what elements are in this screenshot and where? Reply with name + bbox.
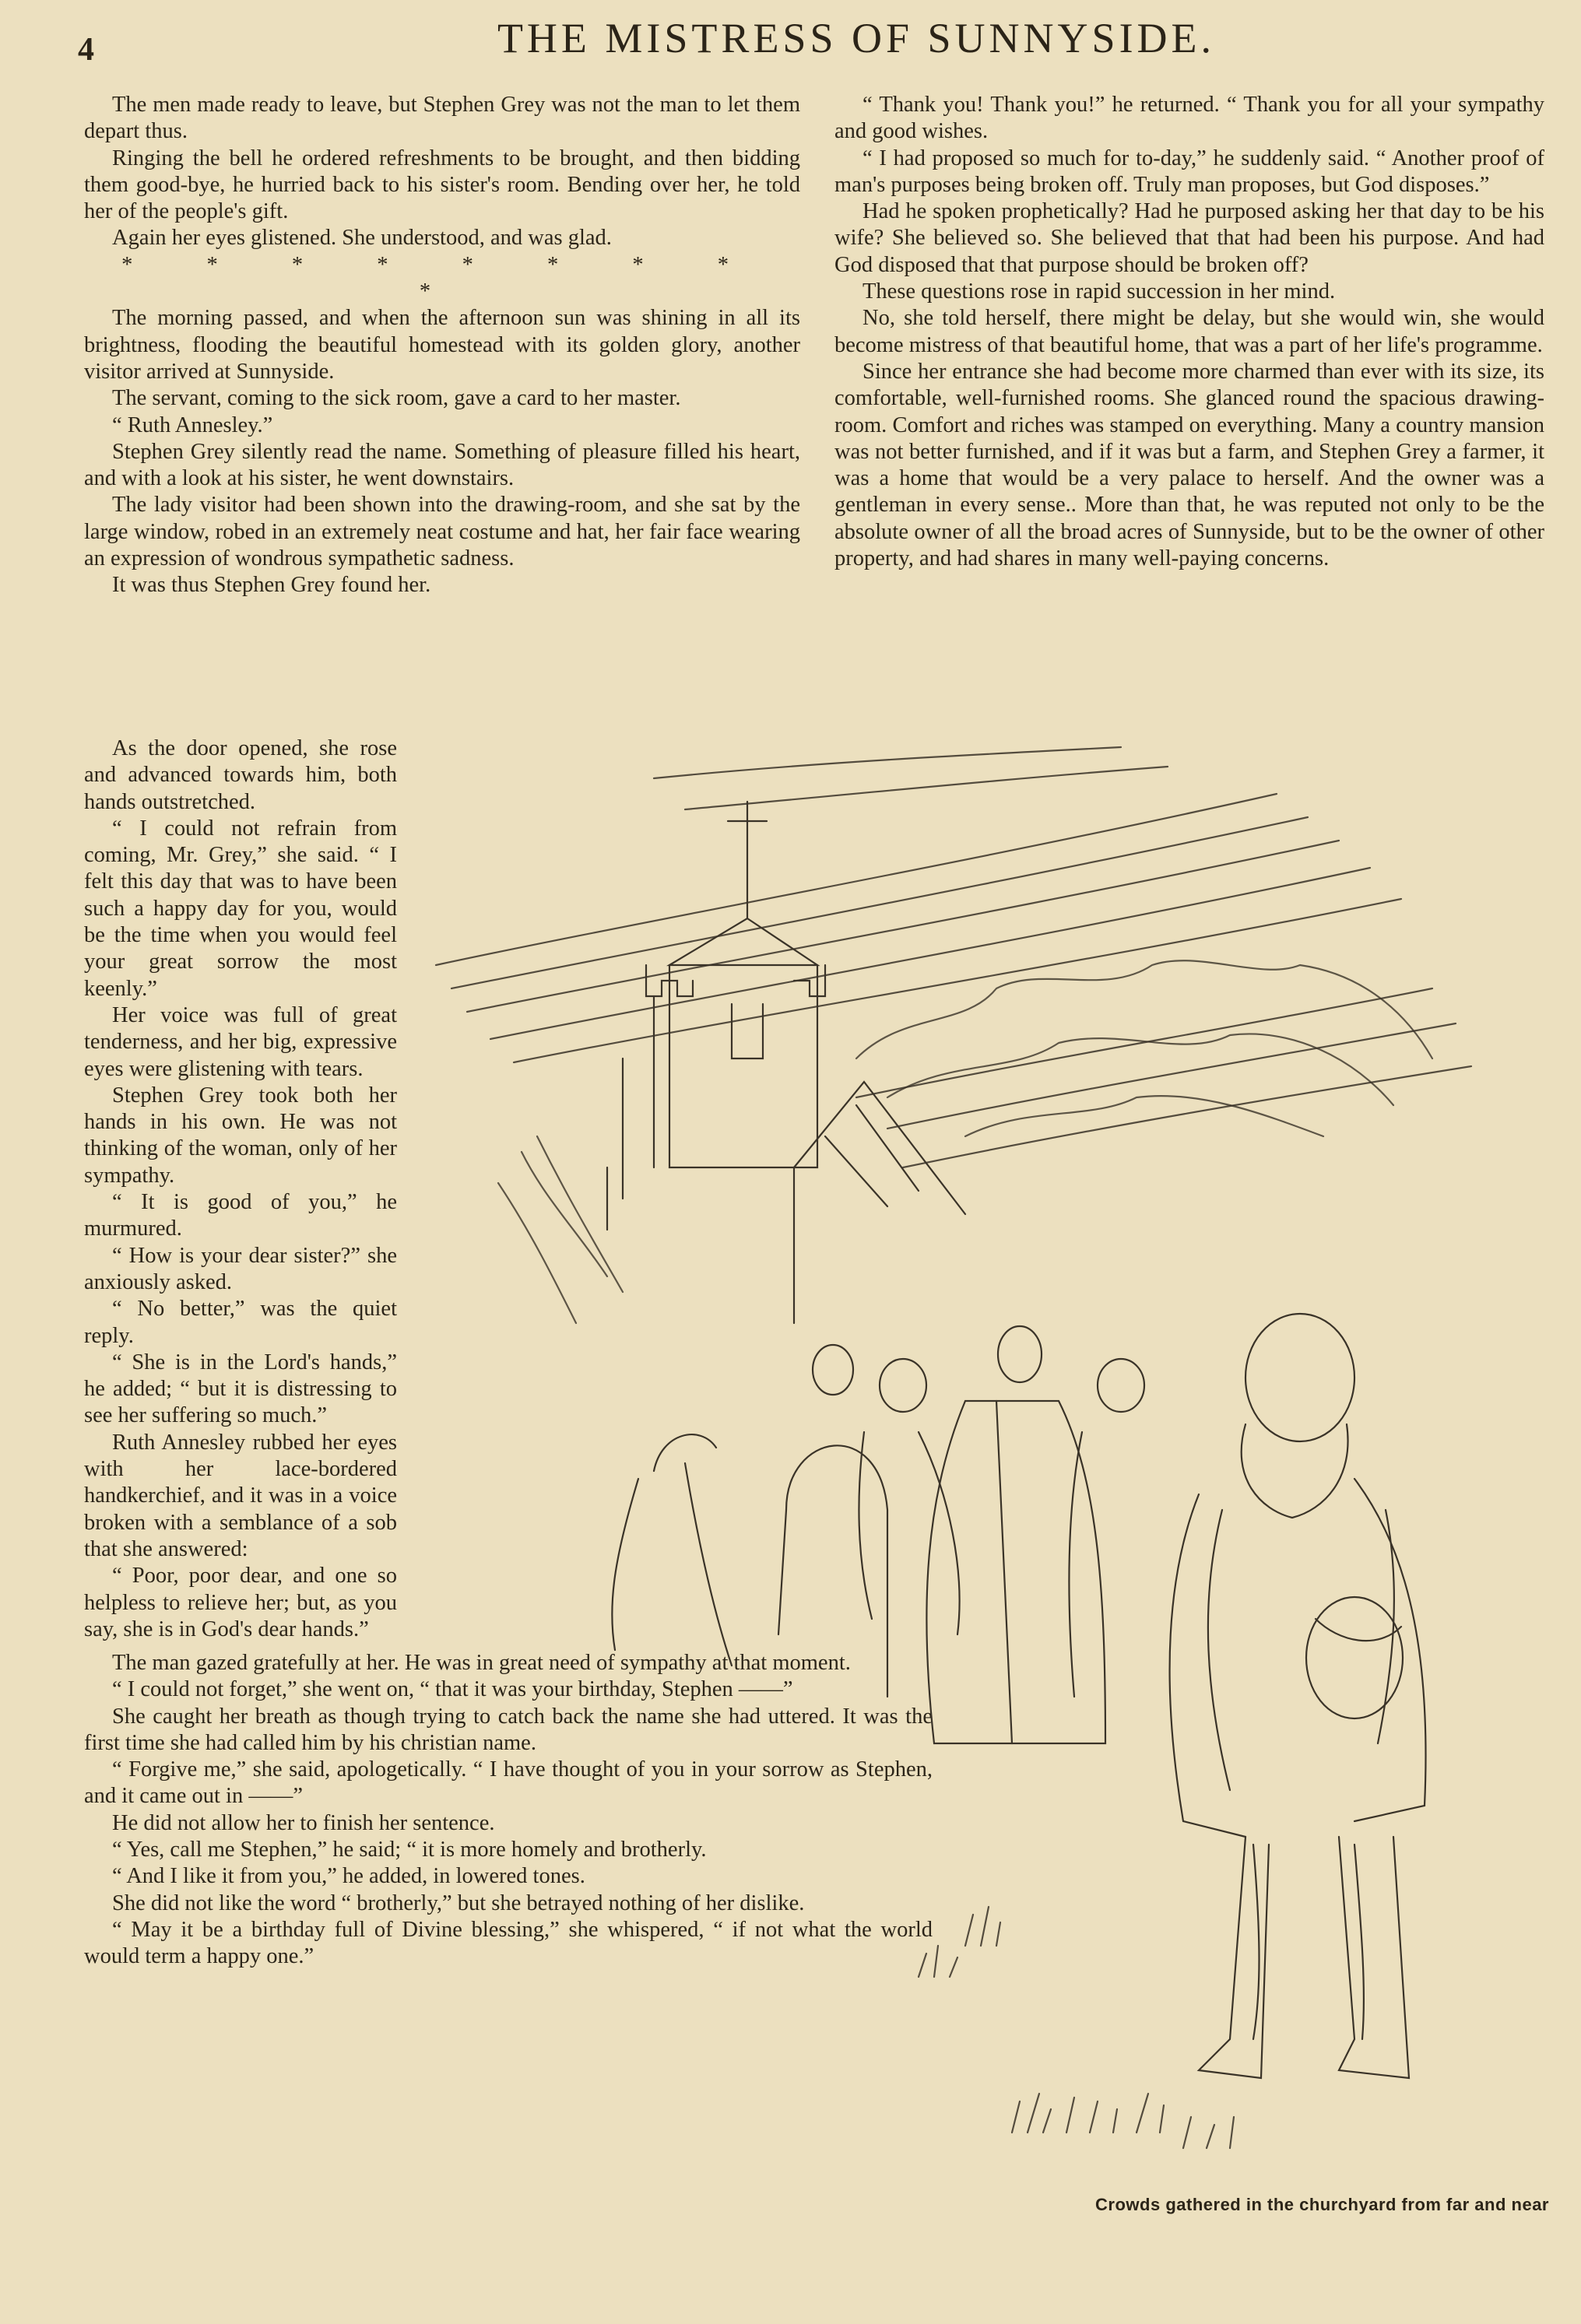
paragraph: She caught her breath as though trying to catch back the name she had uttered. It was the first time she had called him by his christian name. xyxy=(84,1704,933,1755)
paragraph: “ It is good of you,” he murmured. xyxy=(84,1190,397,1241)
paragraph: “ I could not refrain from coming, Mr. Grey,” she said. “ I felt this day that was to have been such a happy day for you, would be the time when you would feel your great sorrow the most keenly.” xyxy=(84,816,397,1001)
paragraph: It was thus Stephen Grey found her. xyxy=(112,573,431,598)
church-tower xyxy=(607,802,825,1230)
paragraph: No, she told herself, there might be delay, but she would win, she would become mistress of that beautiful home, that was a part of her life's programme. xyxy=(834,306,1544,357)
paragraph: “ Ruth Annesley.” xyxy=(112,412,273,437)
paragraph: “ Forgive me,” she said, apologetically. “ I have thought of you in your sorrow as Stephen, and it came out in ——” xyxy=(84,1757,933,1809)
paragraph: Again her eyes glistened. She understood, and was glad. xyxy=(112,226,612,251)
crowd-figures xyxy=(612,1326,1144,1743)
paragraph: “ May it be a birthday full of Divine blessing,” she whispered, “ if not what the world would term a happy one.” xyxy=(84,1917,933,1969)
paragraph: “ Poor, poor dear, and one so helpless to relieve her; but, as you say, she is in God's dear hands.” xyxy=(84,1564,397,1641)
section-break: * * * * * * * * * xyxy=(121,252,763,304)
illustration-caption: Crowds gathered in the churchyard from far and near xyxy=(1095,2195,1549,2214)
churchyard-illustration xyxy=(420,732,1557,2195)
sky-hatching xyxy=(436,747,1471,1167)
paragraph: “ Yes, call me Stephen,” he said; “ it is more homely and brotherly. xyxy=(112,1838,707,1862)
grass xyxy=(919,1907,1234,2148)
left-column-top xyxy=(84,92,800,599)
paragraph: Her voice was full of great tenderness, and her big, expressive eyes were glistening with tears. xyxy=(84,1002,397,1081)
paragraph: The lady visitor had been shown into the drawing-room, and she sat by the large window, robed in an extremely neat costume and hat, her fair face wearing an expression of wondrous sympathetic sadness. xyxy=(84,493,800,571)
paragraph: Ringing the bell he ordered refreshments to be brought, and then bidding them good-bye, he hurried back to his sister's room. Bending over her, he told her of the people's gift. xyxy=(84,146,800,224)
paragraph: “ And I like it from you,” he added, in lowered tones. xyxy=(112,1864,585,1889)
paragraph: He did not allow her to finish her sentence. xyxy=(112,1810,495,1835)
paragraph: Stephen Grey took both her hands in his own. He was not thinking of the woman, only of her sympathy. xyxy=(84,1083,397,1188)
paragraph: As the door opened, she rose and advanced towards him, both hands outstretched. xyxy=(84,736,397,814)
paragraph: “ I could not forget,” she went on, “ that it was your birthday, Stephen ——” xyxy=(112,1677,793,1702)
paragraph: The servant, coming to the sick room, gave a card to her master. xyxy=(112,386,681,411)
paragraph: The man gazed gratefully at her. He was in great need of sympathy at that moment. xyxy=(112,1651,851,1675)
running-title: THE MISTRESS OF SUNNYSIDE. xyxy=(497,15,1216,61)
paragraph: “ She is in the Lord's hands,” he added; “ but it is distressing to see her suffering so much.” xyxy=(84,1350,397,1428)
right-column-top xyxy=(834,92,1544,572)
paragraph: The morning passed, and when the afternoon sun was shining in all its brightness, flooding the beautiful homestead with its golden glory, another visitor arrived at Sunnyside. xyxy=(84,306,800,384)
old-man-figure xyxy=(1170,1314,1426,2078)
paragraph: “ How is your dear sister?” she anxiously asked. xyxy=(84,1243,397,1294)
paragraph: “ Thank you! Thank you!” he returned. “ Thank you for all your sympathy and good wishes. xyxy=(834,93,1544,144)
paragraph: She did not like the word “ brotherly,” but she betrayed nothing of her dislike. xyxy=(112,1890,805,1915)
paragraph: Since her entrance she had become more charmed than ever with its size, its comfortable, well-furnished rooms. She glanced round the spacious drawing-room. Comfort and riches was stamped on everything. Many a country mansion was not better furnished, and if it was but a farm, and Stephen Grey a farmer, it was a home that would be a very palace to herself. And the owner was a gentleman in every sense.. More than that, he was reputed not only to be the absolute owner of all the broad acres of Sunnyside, but to be the owner of other property, and had shares in many well-paying concerns. xyxy=(834,359,1544,571)
left-column-narrow xyxy=(84,735,397,1643)
paragraph: These questions rose in rapid succession in her mind. xyxy=(863,279,1336,304)
paragraph: The men made ready to leave, but Stephen Grey was not the man to let them depart thus. xyxy=(84,93,800,144)
paragraph: “ I had proposed so much for to-day,” he suddenly said. “ Another proof of man's purposes being broken off. Truly man proposes, but God disposes.” xyxy=(834,146,1544,197)
paragraph: Had he spoken prophetically? Had he purposed asking her that day to be his wife? She believed so. She believed that that had been his purpose. And had God disposed that that purpose should be broken off? xyxy=(834,199,1544,277)
page-number: 4 xyxy=(78,32,94,68)
paragraph: Stephen Grey silently read the name. Something of pleasure filled his heart, and with a look at his sister, he went downstairs. xyxy=(84,439,800,491)
paragraph: Ruth Annesley rubbed her eyes with her lace-bordered handkerchief, and it was in a voice broken with a semblance of a sob that she answered: xyxy=(84,1430,397,1561)
paragraph: “ No better,” was the quiet reply. xyxy=(84,1297,397,1348)
